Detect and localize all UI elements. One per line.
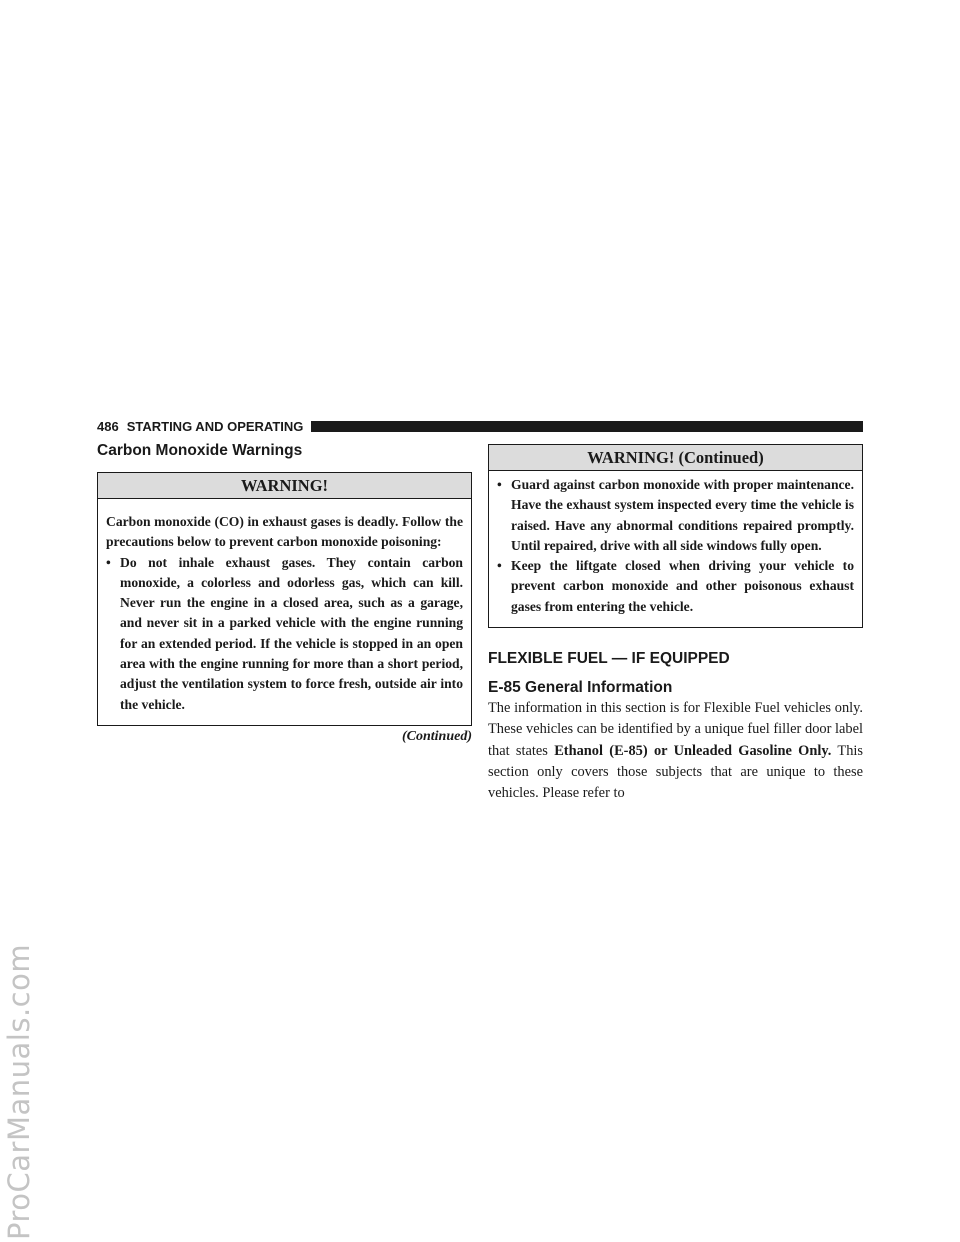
warning-title: WARNING! [98, 473, 471, 499]
warning-box [97, 472, 472, 726]
warning-body [98, 499, 471, 725]
page-header [97, 419, 863, 433]
bullet-text: Guard against carbon monoxide with proper maintenance. Have the exhaust system inspected every time the vehicle is raised. Have any abnormal conditions repaired promptly. Until repaired, drive with all side windows fully open. [511, 477, 854, 553]
warning-bullet [497, 475, 854, 556]
watermark: ProCarManuals.com [2, 943, 36, 1240]
bullet-dot: • [497, 558, 502, 574]
section-title: STARTING AND OPERATING [126, 418, 304, 434]
left-column [97, 441, 472, 746]
bullet-text: Keep the liftgate closed when driving your vehicle to prevent carbon monoxide and other poisonous exhaust gases from entering the vehicle. [511, 558, 854, 614]
e85-general-info-heading: E-85 General Information [488, 679, 673, 697]
header-rule [311, 421, 863, 432]
warning-intro: Carbon monoxide (CO) in exhaust gases is deadly. Follow the precautions below to prevent carbon monoxide poisoning: [106, 514, 463, 550]
warning-bullet [106, 553, 463, 715]
page-number: 486 [97, 418, 119, 434]
e85-paragraph: The information in this section is for Flexible Fuel vehicles only. These vehicles can be identified by a unique fuel filler door label that states Ethanol (E-85) or Unleaded Gasoline Only. This section only covers those subjects that are unique to these vehicles. Please refer to [488, 700, 864, 802]
warning-continued-body [489, 471, 862, 627]
bullet-text: Do not inhale exhaust gases. They contain carbon monoxide, a colorless and odorless gas, which can kill. Never run the engine in a closed area, such as a garage, and never sit in a parked vehicle with the engine running for an extended period. If the vehicle is stopped in an open area with the engine running for more than a short period, adjust the ventilation system to force fresh, outside air into the vehicle. [120, 554, 463, 712]
bullet-dot: • [497, 477, 502, 492]
right-column [488, 444, 863, 805]
continued-label: (Continued) [401, 728, 472, 744]
flexible-fuel-heading: FLEXIBLE FUEL — IF EQUIPPED [488, 650, 730, 668]
warning-continued-title: WARNING! (Continued) [489, 445, 862, 471]
bullet-dot: • [106, 554, 111, 570]
warning-bullet [497, 556, 854, 617]
carbon-monoxide-heading: Carbon Monoxide Warnings [97, 442, 303, 459]
warning-continued-box [488, 444, 863, 628]
